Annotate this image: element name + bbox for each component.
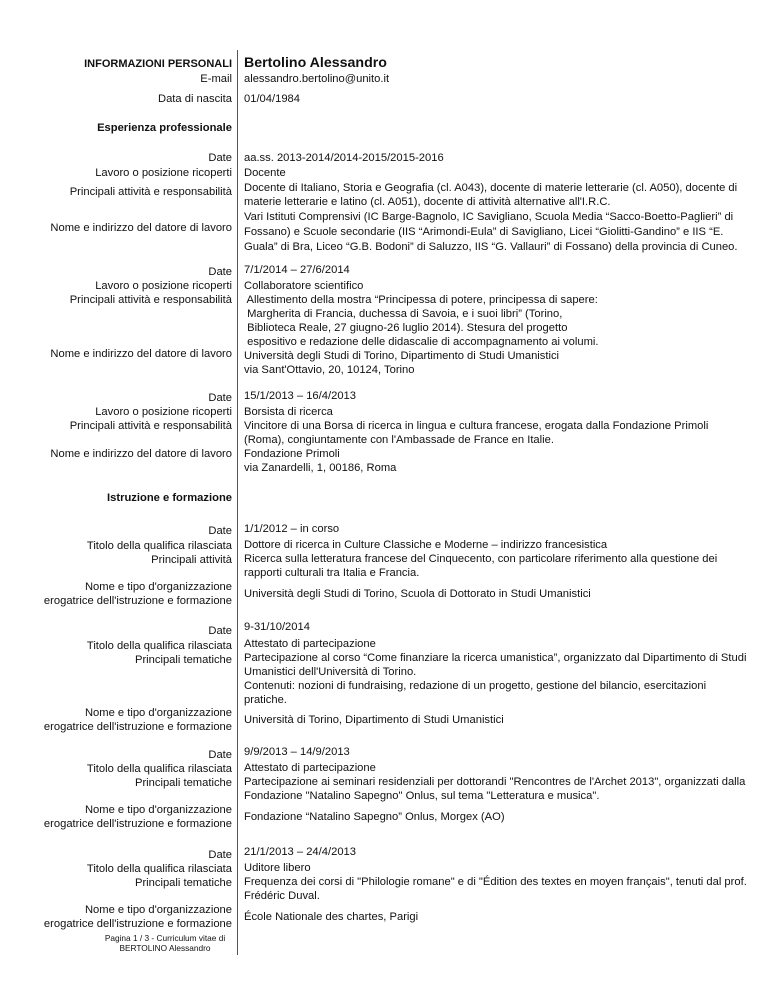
education-topic-line: Frédéric Duval. [244, 890, 320, 902]
education-title: Istruzione e formazione [107, 492, 232, 504]
qualification-label: Titolo della qualifica rilasciata [86, 640, 232, 652]
job-label: Lavoro o posizione ricoperti [95, 406, 232, 418]
education-date: 21/1/2013 – 24/4/2013 [244, 846, 356, 858]
main-topics-label: Principali tematiche [134, 777, 232, 789]
experience-activities-line: materie letterarie e latino (cl. A051), docente di attività alternative all'I.R.C. [244, 196, 611, 208]
experience-date: 7/1/2014 – 27/6/2014 [244, 264, 350, 276]
org-label-line2: erogatrice dell'istruzione e formazione [43, 818, 232, 830]
education-topic-line: Partecipazione al corso “Come finanziare la ricerca umanistica”, organizzato dal Dipartimento di Studi [244, 652, 747, 664]
education-qualification: Dottore di ricerca in Culture Classiche e Moderne – indirizzo francesistica [244, 539, 608, 551]
experience-activities-line: Docente di Italiano, Storia e Geografia (cl. A043), docente di materie letterarie (cl. A050), docente di [244, 182, 738, 194]
qualification-label: Titolo della qualifica rilasciata [86, 540, 232, 552]
experience-employer-line: via Zanardelli, 1, 00186, Roma [244, 462, 397, 474]
date-label: Date [208, 392, 232, 404]
experience-activities-line: espositivo e redazione delle didascalie di accompagnamento ai volumi. [244, 336, 599, 348]
qualification-label: Titolo della qualifica rilasciata [86, 763, 232, 775]
job-label: Lavoro o posizione ricoperti [95, 280, 232, 292]
experience-job: Collaboratore scientifico [244, 280, 364, 292]
education-date: 1/1/2012 – in corso [244, 523, 340, 535]
date-label: Date [208, 152, 232, 164]
employer-label: Nome e indirizzo del datore di lavoro [50, 348, 232, 360]
date-label: Date [208, 849, 232, 861]
education-qualification: Uditore libero [244, 862, 311, 874]
main-topics-label: Principali tematiche [134, 654, 232, 666]
experience-job: Docente [244, 167, 286, 179]
education-topic-line: Partecipazione ai seminari residenziali per dottorandi "Rencontres de l'Archet 2013", organizzati dalla [244, 776, 746, 788]
education-topic-line: Fondazione "Natalino Sapegno" Onlus, sul tema "Letteratura e musica". [244, 790, 600, 802]
experience-employer-line: Fondazione Primoli [244, 448, 340, 460]
education-date: 9/9/2013 – 14/9/2013 [244, 746, 350, 758]
date-label: Date [208, 749, 232, 761]
education-org: Fondazione “Natalino Sapegno” Onlus, Morgex (AO) [244, 811, 505, 823]
person-name: Bertolino Alessandro [244, 55, 387, 71]
org-label-line1: Nome e tipo d'organizzazione [84, 707, 232, 719]
experience-activities-line: (Roma), congiuntamente con l'Ambassade de France en Italie. [244, 434, 554, 446]
email-label: E-mail [200, 73, 232, 85]
education-topic-line: Umanistici dell'Università di Torino. [244, 666, 417, 678]
org-label-line1: Nome e tipo d'organizzazione [84, 581, 232, 593]
activities-label: Principali attività e responsabilità [69, 186, 232, 198]
education-org: Università degli Studi di Torino, Scuola di Dottorato in Studi Umanistici [244, 588, 591, 600]
date-label: Date [208, 625, 232, 637]
email-value[interactable]: alessandro.bertolino@unito.it [244, 73, 390, 85]
experience-activities-line: Vincitore di una Borsa di ricerca in lingua e cultura francese, erogata dalla Fondazione Primoli [244, 420, 709, 432]
footer-line1: Pagina 1 / 3 - Curriculum vitae di [104, 933, 226, 943]
experience-employer-line: Università degli Studi di Torino, Dipartimento di Studi Umanistici [244, 350, 560, 362]
education-topic-line: Contenuti: nozioni di fundraising, redazione di un progetto, gestione del bilancio, esercitazioni [244, 680, 707, 692]
date-label: Date [208, 525, 232, 537]
education-date: 9-31/10/2014 [244, 621, 310, 633]
activities-label: Principali attività e responsabilità [69, 294, 232, 306]
employer-label: Nome e indirizzo del datore di lavoro [50, 222, 232, 234]
page-footer [100, 933, 230, 953]
education-qualification: Attestato di partecipazione [244, 638, 376, 650]
footer-line2: BERTOLINO Alessandro [119, 943, 211, 953]
experience-employer-line: Vari Istituti Comprensivi (IC Barge-Bagnolo, IC Savigliano, Scuola Media “Sacco-Boetto-Paglieri” di [244, 211, 734, 223]
qualification-label: Titolo della qualifica rilasciata [86, 863, 232, 875]
experience-title: Esperienza professionale [97, 122, 232, 134]
experience-job: Borsista di ricerca [244, 406, 333, 418]
experience-employer-line: Guala” di Bra, Liceo “G.B. Bodoni” di Saluzzo, IIS “G. Vallauri” di Fossano) della provincia di Cuneo. [244, 241, 738, 253]
experience-activities-line: Margherita di Francia, duchessa di Savoia, e i suoi libri” (Torino, [244, 308, 563, 320]
education-org: École Nationale des chartes, Parigi [244, 911, 419, 923]
education-org: Università di Torino, Dipartimento di Studi Umanistici [244, 714, 504, 726]
experience-date: 15/1/2013 – 16/4/2013 [244, 390, 356, 402]
birth-value: 01/04/1984 [244, 93, 300, 105]
birth-label: Data di nascita [157, 93, 232, 105]
org-label-line1: Nome e tipo d'organizzazione [84, 804, 232, 816]
education-topic-line: rapporti culturali tra Italia e Francia. [244, 567, 420, 579]
experience-activities-line: Allestimento della mostra “Principessa di potere, principessa di sapere: [244, 294, 598, 306]
org-label-line2: erogatrice dell'istruzione e formazione [43, 918, 232, 930]
org-label-line2: erogatrice dell'istruzione e formazione [43, 721, 232, 733]
column-divider [237, 50, 238, 955]
experience-activities-line: Biblioteca Reale, 27 giugno-26 luglio 2014). Stesura del progetto [244, 322, 568, 334]
employer-label: Nome e indirizzo del datore di lavoro [50, 448, 232, 460]
org-label-line1: Nome e tipo d'organizzazione [84, 904, 232, 916]
personal-info-label: INFORMAZIONI PERSONALI [84, 58, 232, 70]
experience-date: aa.ss. 2013-2014/2014-2015/2015-2016 [244, 152, 444, 164]
job-label: Lavoro o posizione ricoperti [95, 167, 232, 179]
education-topic-line: Frequenza dei corsi di "Philologie romane" e di "Édition des textes en moyen français", tenuti dal prof. [244, 876, 747, 888]
main-activities-label: Principali attività [151, 554, 232, 566]
education-topic-line: Ricerca sulla letteratura francese del Cinquecento, con particolare riferimento alla questione dei [244, 553, 718, 565]
activities-label: Principali attività e responsabilità [69, 420, 232, 432]
experience-employer-line: via Sant'Ottavio, 20, 10124, Torino [244, 364, 415, 376]
org-label-line2: erogatrice dell'istruzione e formazione [43, 595, 232, 607]
date-label: Date [208, 266, 232, 278]
main-topics-label: Principali tematiche [134, 877, 232, 889]
education-topic-line: pratiche. [244, 694, 287, 706]
education-qualification: Attestato di partecipazione [244, 762, 376, 774]
experience-employer-line: Fossano) e Scuole secondarie (IIS “Arimondi-Eula” di Savigliano, Licei “Giolitti-Gandino” e IIS “E. [244, 226, 724, 238]
